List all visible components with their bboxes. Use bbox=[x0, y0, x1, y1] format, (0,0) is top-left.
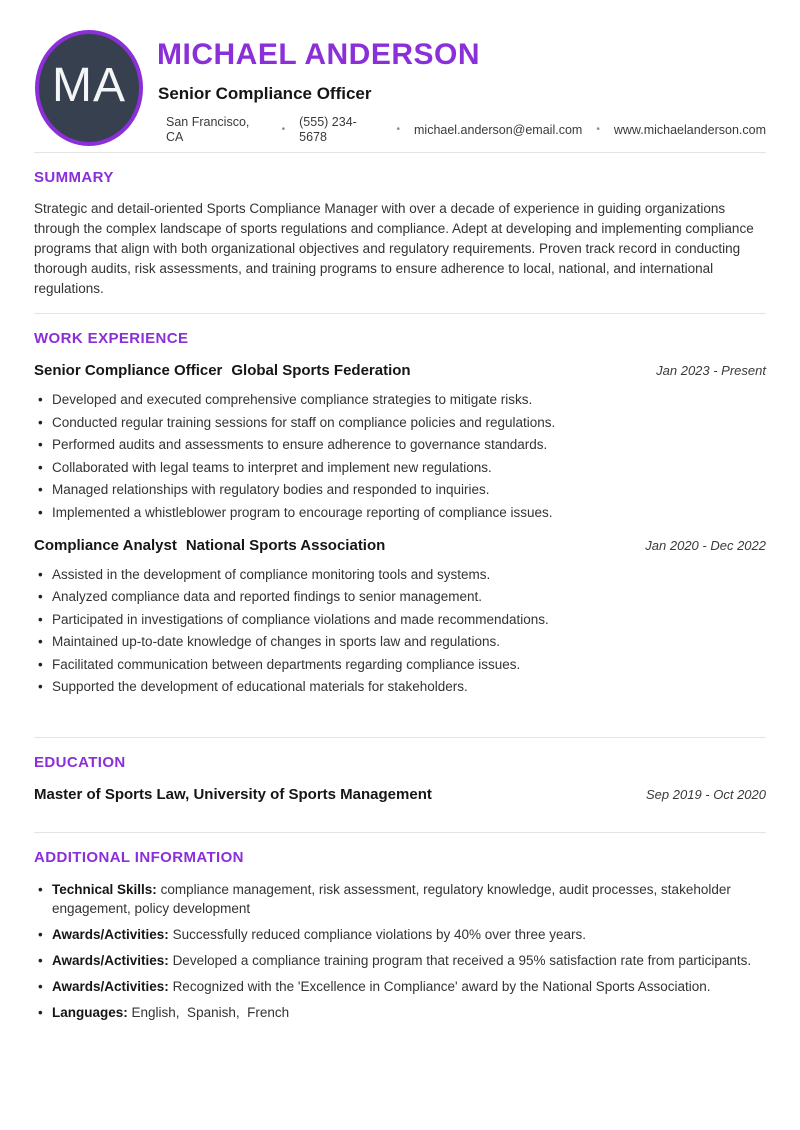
education-heading: EDUCATION bbox=[34, 753, 126, 771]
additional-item bbox=[34, 1003, 766, 1023]
additional-item-label: Awards/Activities: bbox=[52, 979, 169, 994]
job-dates: Jan 2023 - Present bbox=[656, 363, 766, 378]
job-company: Global Sports Federation bbox=[231, 362, 411, 379]
additional-list bbox=[34, 880, 766, 1023]
contact-separator: • bbox=[396, 124, 400, 135]
job-bullet: • Assisted in the development of compliance monitoring tools and systems. bbox=[34, 565, 766, 585]
avatar-initials: MA bbox=[52, 59, 126, 112]
job-bullet: • Performed audits and assessments to ensure adherence to governance standards. bbox=[34, 435, 766, 455]
contact-email: michael.anderson@email.com bbox=[414, 122, 583, 137]
candidate-name: MICHAEL ANDERSON bbox=[157, 38, 481, 71]
work-experience-section bbox=[0, 331, 800, 712]
candidate-title: Senior Compliance Officer bbox=[158, 84, 372, 103]
job-bullet: • Implemented a whistleblower program to encourage reporting of compliance issues. bbox=[34, 503, 766, 523]
job-bullet: • Facilitated communication between departments regarding compliance issues. bbox=[34, 655, 766, 675]
additional-item bbox=[34, 977, 766, 997]
education-entry bbox=[34, 786, 766, 804]
job-title-group bbox=[34, 362, 411, 380]
section-divider bbox=[34, 737, 766, 738]
contact-row bbox=[166, 115, 766, 145]
job-bullet: • Managed relationships with regulatory bodies and responded to inquiries. bbox=[34, 480, 766, 500]
job-entry bbox=[34, 362, 766, 523]
job-bullet: • Maintained up-to-date knowledge of changes in sports law and regulations. bbox=[34, 632, 766, 652]
avatar bbox=[35, 30, 143, 146]
additional-item bbox=[34, 880, 766, 919]
additional-item-label: Technical Skills: bbox=[52, 881, 157, 897]
job-entry bbox=[34, 537, 766, 698]
summary-heading: SUMMARY bbox=[34, 169, 114, 186]
contact-separator: • bbox=[596, 124, 600, 135]
job-bullet-list bbox=[34, 390, 766, 523]
education-degree: Master of Sports Law, University of Sports Management bbox=[34, 786, 432, 803]
section-divider bbox=[34, 152, 766, 153]
additional-item-text: Recognized with the 'Excellence in Compliance' award by the National Sports Association. bbox=[172, 979, 711, 994]
additional-item bbox=[34, 925, 766, 945]
contact-location: San Francisco, CA bbox=[166, 115, 250, 144]
additional-information-heading: ADDITIONAL INFORMATION bbox=[34, 849, 244, 866]
contact-phone: (555) 234-5678 bbox=[299, 115, 357, 144]
job-bullet: • Analyzed compliance data and reported findings to senior management. bbox=[34, 587, 766, 607]
section-divider bbox=[34, 313, 766, 314]
section-divider bbox=[34, 832, 766, 833]
summary-text: Strategic and detail-oriented Sports Compliance Manager with over a decade of experience in guiding organizations through the complex landscape of sports regulations and compliance. Adept at developing and implementing compliance programs that align with both organizational objectives and regulatory requirements. Proven track record in conducting thorough audits, risk assessments, and training programs to ensure adherence to local, national, and international regulations. bbox=[34, 200, 754, 296]
work-experience-heading: WORK EXPERIENCE bbox=[34, 329, 189, 347]
education-section bbox=[0, 755, 800, 805]
job-bullet: • Developed and executed comprehensive compliance strategies to mitigate risks. bbox=[34, 390, 766, 410]
additional-item-text: Successfully reduced compliance violations by 40% over three years. bbox=[172, 927, 587, 942]
job-title: Compliance Analyst bbox=[34, 536, 177, 554]
job-bullet: • Participated in investigations of compliance violations and made recommendations. bbox=[34, 610, 766, 630]
job-dates: Jan 2020 - Dec 2022 bbox=[645, 537, 766, 553]
header-text bbox=[157, 30, 766, 145]
additional-item-label: Awards/Activities: bbox=[52, 953, 169, 968]
resume-header bbox=[0, 0, 800, 146]
contact-website: www.michaelanderson.com bbox=[613, 122, 766, 137]
additional-item bbox=[34, 951, 766, 971]
job-entry-header bbox=[34, 362, 766, 380]
additional-item-text: compliance management, risk assessment, regulatory knowledge, audit processes, stakeholder engagement, policy development bbox=[52, 881, 735, 916]
job-company: National Sports Association bbox=[185, 536, 386, 554]
job-bullet: • Collaborated with legal teams to interpret and implement new regulations. bbox=[34, 458, 766, 478]
job-title-group bbox=[34, 537, 385, 555]
summary-section bbox=[0, 170, 800, 299]
additional-item-label: Languages: bbox=[52, 1005, 128, 1020]
job-entry-header bbox=[34, 537, 766, 555]
education-dates: Sep 2019 - Oct 2020 bbox=[646, 787, 766, 802]
job-bullet-list bbox=[34, 565, 766, 698]
additional-item-text: Developed a compliance training program that received a 95% satisfaction rate from participants. bbox=[172, 953, 752, 968]
contact-separator: • bbox=[281, 124, 286, 135]
job-bullet: • Supported the development of educational materials for stakeholders. bbox=[34, 677, 766, 697]
additional-information-section bbox=[0, 850, 800, 1023]
job-title: Senior Compliance Officer bbox=[34, 362, 223, 379]
additional-item-text: English, Spanish, French bbox=[131, 1005, 290, 1020]
job-bullet: • Conducted regular training sessions for staff on compliance policies and regulations. bbox=[34, 413, 766, 433]
additional-item-label: Awards/Activities: bbox=[52, 927, 169, 942]
